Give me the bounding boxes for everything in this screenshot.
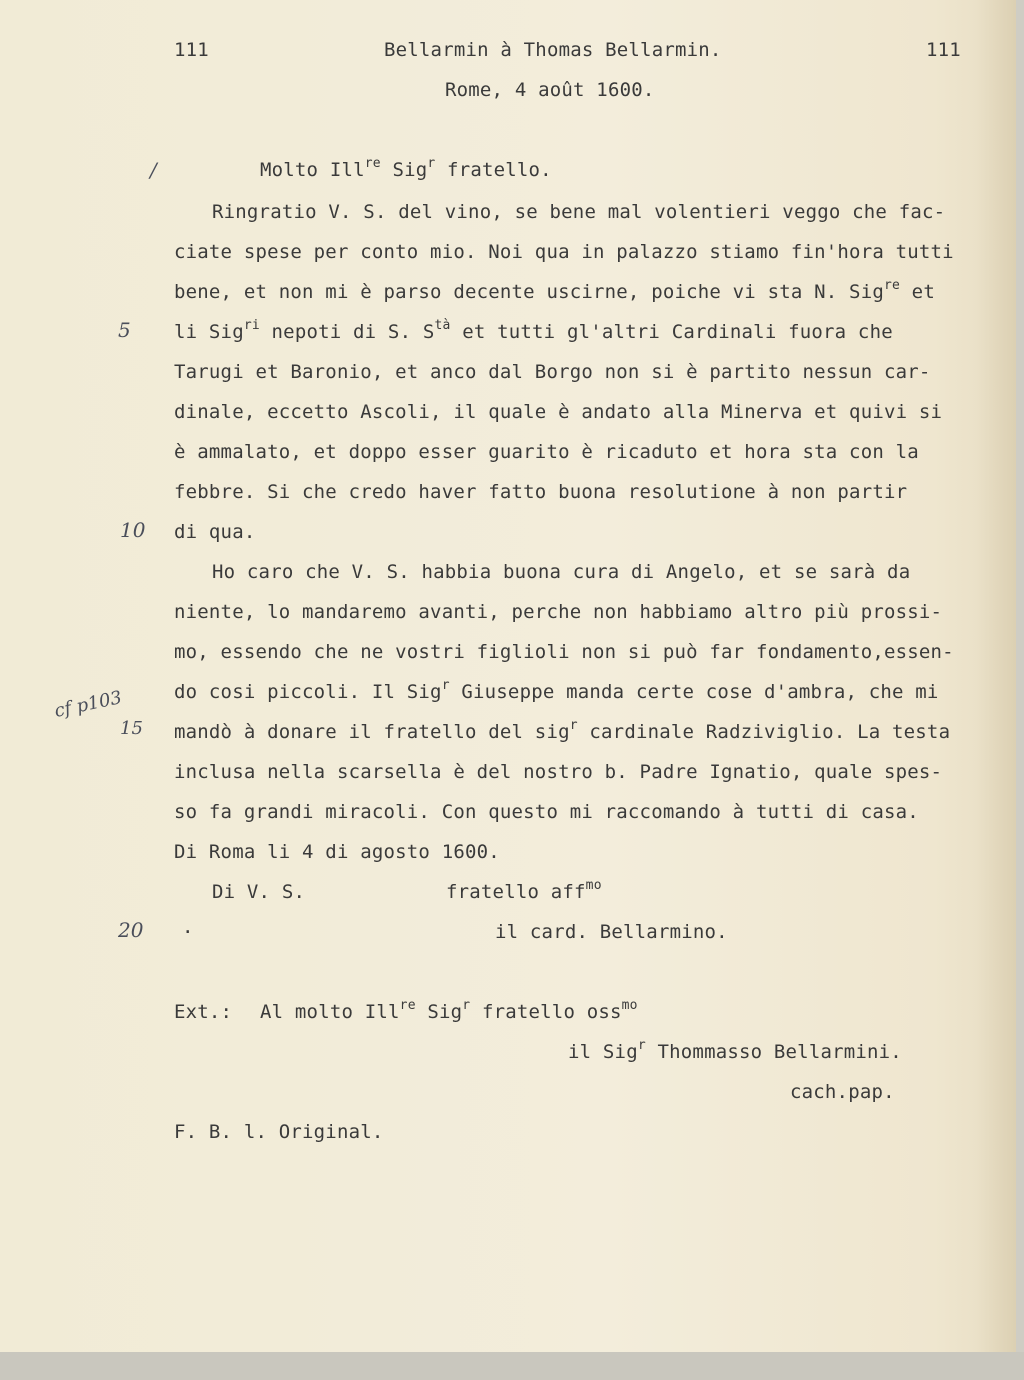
salutation-sup-2: r [427,156,436,171]
body-line-14-a: mandò à donare il fratello del sig [174,721,570,743]
body-line-14-sup: r [569,718,578,733]
body-line-14-b: cardinale Radziviglio. La testa [577,721,951,743]
page-title: Bellarmin à Thomas Bellarmin. [384,39,722,61]
letter-date: Rome, 4 août 1600. [445,79,655,101]
closing-right-text: fratello aff [446,881,586,903]
address-line-2-a: il Sig [568,1041,638,1063]
address-line-2-b: Thommasso Bellarmini. [645,1041,902,1063]
salutation-b: Sig [380,159,428,181]
source-note: F. B. l. Original. [174,1121,384,1143]
body-line-13-b: Giuseppe manda certe cose d'ambra, che mi [449,681,939,703]
address-sup-2: r [462,998,471,1013]
body-line-3-a: bene, et non mi è parso decente uscirne, poiche vi sta N. Sig [174,281,884,303]
body-line: è ammalato, et doppo esser guarito è ricaduto et hora sta con la [174,441,919,463]
address-b: Sig [415,1001,463,1023]
body-line-3-sup: re [883,278,901,293]
margin-line-10: 10 [120,518,146,542]
body-line: febbre. Si che credo haver fatto buona resolutione à non partir [174,481,908,503]
address-line-2-sup: r [637,1038,646,1053]
page-number-right: 111 [926,39,961,61]
closing-right [446,880,602,904]
address-sup-3: mo [621,998,638,1013]
seal-note: cach.pap. [790,1081,895,1103]
salutation-c: fratello. [435,159,552,181]
margin-cross-reference: cf p103 [52,687,124,722]
margin-line-15: 15 [120,718,143,739]
body-line-4-c: et tutti gl'altri Cardinali fuora che [450,321,893,343]
scan-border [0,1352,1024,1380]
body-line: Tarugi et Baronio, et anco dal Borgo non si è partito nessun car- [174,361,931,383]
closing-left: Di V. S. [212,881,306,903]
body-line: dinale, eccetto Ascoli, il quale è andato alla Minerva et quivi si [174,401,943,423]
body-line [174,320,893,344]
address-line-1 [260,1000,638,1024]
address-sup-1: re [399,998,416,1013]
signature: il card. Bellarmino. [495,921,728,943]
margin-line-5: 5 [118,318,131,342]
body-line: Ho caro che V. S. habbia buona cura di Angelo, et se sarà da [212,561,911,583]
body-line-4-a: li Sig [174,321,244,343]
page-number-left: 111 [174,39,209,61]
body-line-13-a: do cosi piccoli. Il Sig [174,681,442,703]
salutation-a: Molto Ill [260,159,365,181]
body-line: Ringratio V. S. del vino, se bene mal volentieri veggo che fac- [212,201,946,223]
address-a: Al molto Ill [260,1001,400,1023]
body-line [174,280,935,304]
body-line-4-sup-1: ri [243,318,260,333]
address-prefix: Ext.: [174,1001,233,1023]
salutation [260,158,552,182]
margin-slash: / [150,158,157,182]
closing-dot: · [182,921,194,943]
body-line-3-b: et [900,281,935,303]
address-c: fratello oss [470,1001,622,1023]
body-line-4-b: nepoti di S. S [259,321,435,343]
closing-sup: mo [585,878,602,893]
body-line [174,680,939,704]
body-line-13-sup: r [441,678,450,693]
body-line: niente, lo mandaremo avanti, perche non habbiamo altro più prossi- [174,601,943,623]
body-line: Di Roma li 4 di agosto 1600. [174,841,500,863]
margin-line-20: 20 [118,918,144,942]
body-line: mo, essendo che ne vostri figlioli non si può far fondamento,essen- [174,641,954,663]
body-line: di qua. [174,521,256,543]
body-line-4-sup-2: tà [434,318,451,333]
body-line: ciate spese per conto mio. Noi qua in palazzo stiamo fin'hora tutti [174,241,954,263]
salutation-sup-1: re [364,156,381,171]
address-line-2 [568,1040,902,1064]
body-line [174,720,950,744]
body-line: inclusa nella scarsella è del nostro b. Padre Ignatio, quale spes- [174,761,943,783]
body-line: so fa grandi miracoli. Con questo mi raccomando à tutti di casa. [174,801,919,823]
